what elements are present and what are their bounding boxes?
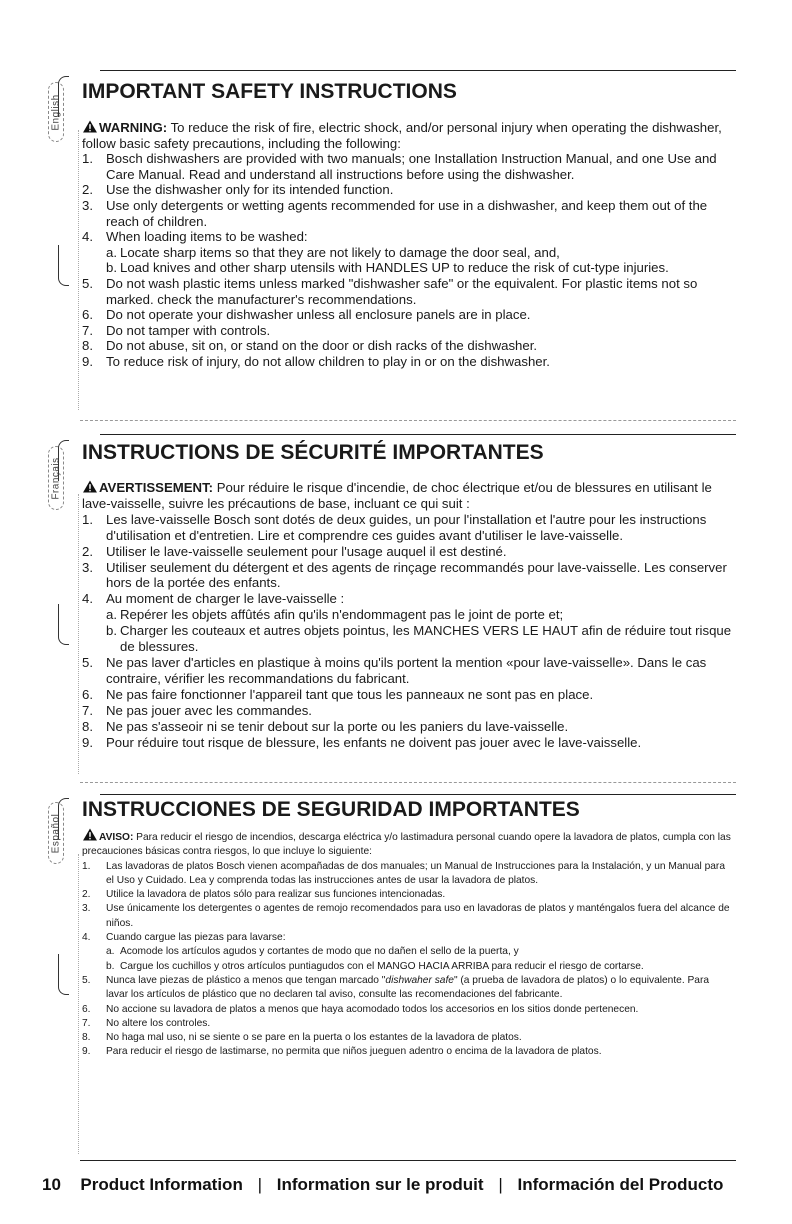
list-item: 7. No altere los controles. (82, 1017, 211, 1029)
list-item: 2. Utilice la lavadora de platos sólo para realizar sus funciones intencionadas. (82, 889, 446, 901)
list-item: 4. Au moment de charger le lave-vaisselle : a. Repérer les objets affûtés afin qu'ils n'endommagent pas le joint de porte et; b. Charger les couteaux et autres objets pointus, les MANCHES VERS LE HAUT afin de réduire tout risque de blessures. (82, 591, 732, 655)
section-english (40, 70, 736, 420)
spanish-title: INSTRUCCIONES DE SEGURIDAD IMPORTANTES (82, 798, 580, 821)
sub-item: a. Locate sharp items so that they are not likely to damage the door seal, and, (106, 244, 560, 260)
sub-item: b. Cargue los cuchillos y otros artículos puntiagudos con el MANGO HACIA ARRIBA para reducir el riesgo de cortarse. (106, 960, 644, 972)
list-item: 8. Ne pas s'asseoir ni se tenir debout sur la porte ou les paniers du lave-vaisselle. (82, 718, 569, 734)
list-item: 9. Para reducir el riesgo de lastimarse, no permita que niños jueguen adentro o encima de la lavadora de platos. (82, 1046, 602, 1058)
heading-rule (100, 434, 736, 435)
list-item: 1. Las lavadoras de platos Bosch vienen acompañadas de dos manuales; un Manual de Instrucciones para la Instalación, y un Manual para el Uso y Cuidado. Lea y comprenda todas las instrucciones antes de usar la lavadora de platos. (82, 860, 725, 886)
list-item: 6. Do not operate your dishwasher unless all enclosure panels are in place. (82, 307, 531, 323)
footer-french: Information sur le produit (276, 1175, 484, 1194)
list-item: 3. Use únicamente los detergentes o agentes de remojo recomendados para uso en lavadoras de platos y manténgalos fuera del alcance de niños. (82, 903, 730, 929)
list-item: 5. Nunca lave piezas de plástico a menos que tengan marcado "dishwaher safe" (a prueba de lavadora de platos) o lo equivalente. Para lavar los artículos de plástico que no declaren tal aviso, consulte las recomendaciones del fabricante. (82, 974, 710, 1001)
warning-label: AVISO: (99, 832, 134, 843)
list-item: 1. Les lave-vaisselle Bosch sont dotés de deux guides, un pour l'installation et l'autre pour les instructions d'utilisation et d'entretien. Lire et comprendre ces guides avant d'utiliser le lave-vaisselle. (82, 511, 707, 543)
english-title: IMPORTANT SAFETY INSTRUCTIONS (82, 80, 457, 103)
footer-spanish: Información del Producto (517, 1175, 724, 1194)
list-item: 7. Do not tamper with controls. (82, 322, 271, 338)
sub-item: a. Repérer les objets affûtés afin qu'ils n'endommagent pas le joint de porte et; (106, 607, 564, 623)
language-tab-english: English (48, 82, 64, 142)
list-item: 5. Do not wash plastic items unless marked "dishwasher safe" or the equivalent. For plastic items not so marked. check the manufacturer's recommendations. (82, 275, 698, 307)
list-item: 9. Pour réduire tout risque de blessure, les enfants ne doivent pas jouer avec le lave-vaisselle. (82, 734, 642, 750)
heading-rule (100, 70, 736, 71)
language-tab-french: Français (48, 446, 64, 510)
warning-label: WARNING: (99, 120, 168, 135)
instruction-list (82, 151, 732, 369)
english-body (82, 120, 732, 370)
language-tab-spanish: Español (48, 802, 64, 864)
list-item: 3. Utiliser seulement du détergent et des agents de rinçage recommandés pour lave-vaisselle. Les conserver hors de la portée des enfants. (82, 559, 727, 591)
warning-icon (82, 120, 98, 133)
page-number: 10 (42, 1175, 61, 1194)
list-item: 6. No accione su lavadora de platos a menos que haya acomodado todos los accesorios en los sitios donde pertenecen. (82, 1003, 639, 1015)
warning-label: AVERTISSEMENT: (99, 480, 214, 495)
spanish-body (82, 828, 732, 1060)
instruction-list (82, 860, 732, 1060)
warning-text: To reduce the risk of fire, electric shock, and/or personal injury when operating the dishwasher, follow basic safety precautions, including the following: (82, 120, 722, 151)
list-item: 4. Cuando cargue las piezas para lavarse: a. Acomode los artículos agudos y cortantes de modo que no dañen el sello de la puerta, y b. Cargue los cuchillos y otros artículos puntiagudos con el MANGO HACIA ARRIBA para reducir el riesgo de cortarse. (82, 931, 732, 974)
section-spanish (40, 794, 736, 1162)
instruction-list (82, 512, 732, 751)
sub-item: b. Load knives and other sharp utensils with HANDLES UP to reduce the risk of cut-type injuries. (106, 260, 669, 276)
page-footer: 10 Product Information | Information sur le produit | Información del Producto (42, 1175, 724, 1194)
french-title: INSTRUCTIONS DE SÉCURITÉ IMPORTANTES (82, 441, 544, 464)
sub-item: a. Acomode los artículos agudos y cortantes de modo que no dañen el sello de la puerta, y (106, 946, 519, 958)
section-french (40, 434, 736, 784)
list-item: 3. Use only detergents or wetting agents recommended for use in a dishwasher, and keep them out of the reach of children. (82, 197, 708, 229)
list-item: 9. To reduce risk of injury, do not allow children to play in or on the dishwasher. (82, 353, 550, 369)
footer-english: Product Information (80, 1175, 243, 1194)
heading-rule (100, 794, 736, 795)
list-item: 4. When loading items to be washed: a. Locate sharp items so that they are not likely to damage the door seal, and, b. Load knives and other sharp utensils with HANDLES UP to reduce the risk of cut-type injuries. (82, 229, 732, 276)
list-item: 5. Ne pas laver d'articles en plastique à moins qu'ils portent la mention «pour lave-vaisselle». Dans le cas contraire, vérifier les recommandations du fabricant. (82, 654, 707, 686)
list-item: 2. Utiliser le lave-vaisselle seulement pour l'usage auquel il est destiné. (82, 543, 507, 559)
warning-text: Pour réduire le risque d'incendie, de choc électrique et/ou de blessures en utilisant le lave-vaisselle, suivre les précautions de base, incluant ce qui suit : (82, 480, 712, 511)
list-item: 8. No haga mal uso, ni se siente o se pare en la puerta o los estantes de la lavadora de platos. (82, 1032, 522, 1044)
warning-icon (82, 480, 98, 493)
french-body (82, 480, 732, 750)
list-item: 6. Ne pas faire fonctionner l'appareil tant que tous les panneaux ne sont pas en place. (82, 686, 594, 702)
list-item: 8. Do not abuse, sit on, or stand on the door or dish racks of the dishwasher. (82, 338, 538, 354)
warning-text: Para reducir el riesgo de incendios, descarga eléctrica y/o lastimadura personal cuando opere la lavadora de platos, cumpla con las precauciones básicas contra riesgos, lo que incluye lo siguiente: (82, 832, 731, 858)
sub-item: b. Charger les couteaux et autres objets pointus, les MANCHES VERS LE HAUT afin de réduire tout risque de blessures. (106, 623, 732, 655)
warning-icon (82, 828, 98, 841)
list-item: 1. Bosch dishwashers are provided with two manuals; one Installation Instruction Manual, and one Use and Care Manual. Read and understand all instructions before using the dishwasher. (82, 151, 717, 182)
list-item: 7. Ne pas jouer avec les commandes. (82, 702, 312, 718)
list-item: 2. Use the dishwasher only for its intended function. (82, 182, 394, 198)
